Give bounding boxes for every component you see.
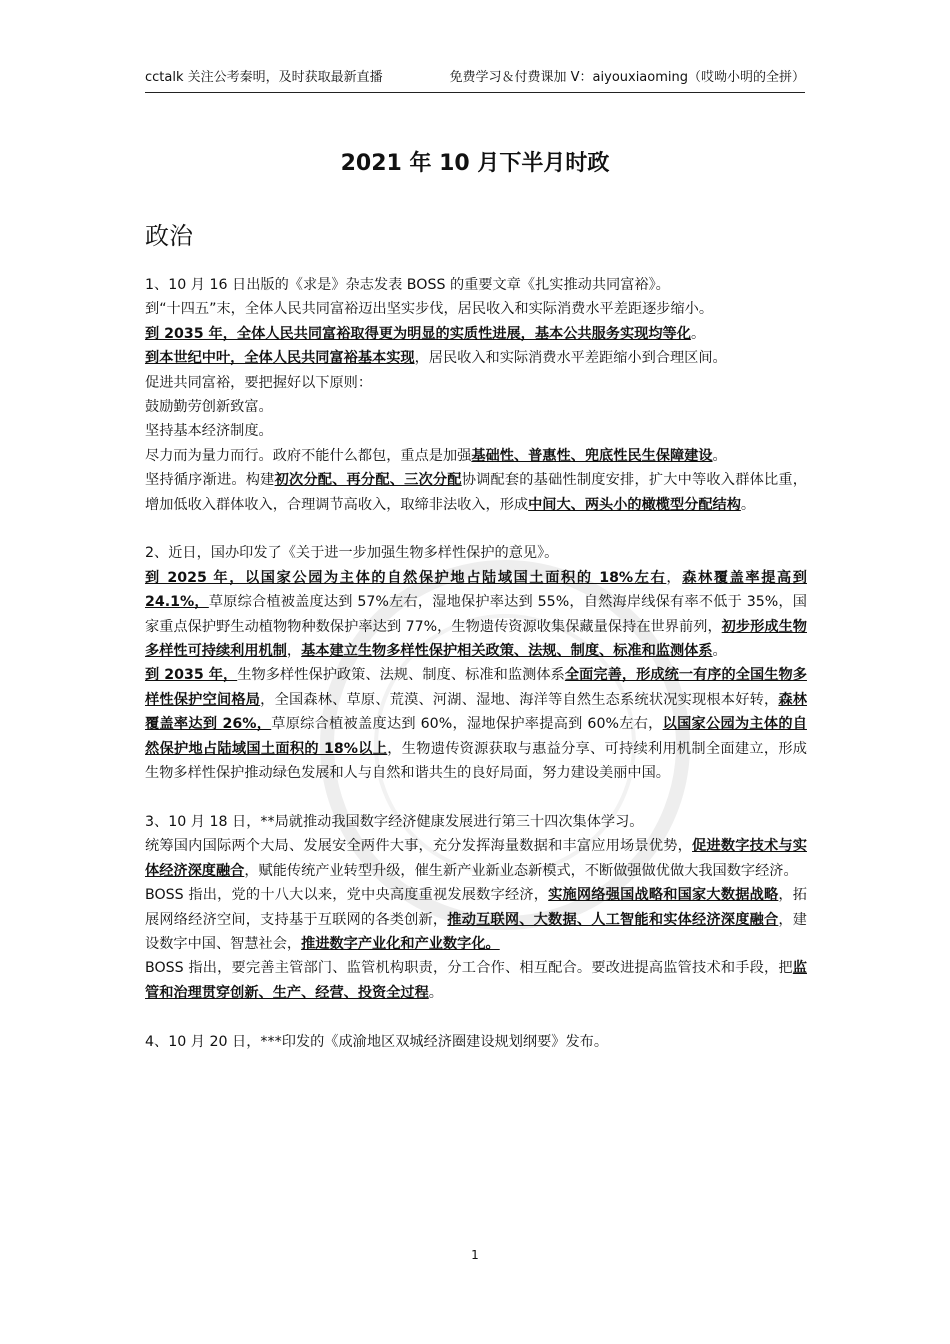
item-2-heading: 2、近日，国办印发了《关于进一步加强生物多样性保护的意见》。 bbox=[145, 545, 559, 562]
item-1-paragraph: 鼓励勤劳创新致富。 bbox=[145, 399, 273, 416]
key-point: 促进数字技术与实体经济深度融合 bbox=[145, 838, 807, 879]
item-1-paragraph: 坚持基本经济制度。 bbox=[145, 423, 273, 440]
section-heading: 政治 bbox=[145, 222, 193, 250]
key-point: 中间大、两头小的橄榄型分配结构 bbox=[528, 496, 741, 513]
paragraph-gap bbox=[145, 517, 807, 541]
key-point: 到 2035 年，全体人民共同富裕取得更为明显的实质性进展，基本公共服务实现均等化 bbox=[145, 325, 691, 342]
item-3-paragraph: 统筹国内国际两个大局、发展安全两件大事，充分发挥海量数据和丰富应用场景优势，促进数字技术与实体经济深度融合，赋能传统产业转型升级，催生新产业新业态新模式，不断做强做优做大我国数字经济。 bbox=[145, 838, 807, 879]
page-number: 1 bbox=[471, 1248, 479, 1262]
key-point: 基本建立生物多样性保护相关政策、法规、制度、标准和监测体系 bbox=[301, 643, 713, 660]
key-point: 初次分配、再分配、三次分配 bbox=[274, 472, 462, 489]
document-body bbox=[145, 273, 807, 1054]
item-2-paragraph: 到 2025 年，以国家公园为主体的自然保护地占陆域国土面积的 18%左右，森林覆盖率提高到 24.1%，草原综合植被盖度达到 57%左右，湿地保护率达到 55%，自然海岸线保有率不低于 35%，国家重点保护野生动植物物种数保护率达到 77%，生物遗传资源收集保藏量保持在世界前列，初步形成生物多样性可持续利用机制，基本建立生物多样性保护相关政策、法规、制度、标准和监测体系。 bbox=[145, 569, 807, 660]
key-point: 推动互联网、大数据、人工智能和实体经济深度融合 bbox=[447, 911, 779, 928]
item-1-paragraph: 坚持循序渐进。构建初次分配、再分配、三次分配协调配套的基础性制度安排，扩大中等收入群体比重，增加低收入群体收入，合理调节高收入，取缔非法收入，形成中间大、两头小的橄榄型分配结构。 bbox=[145, 472, 807, 513]
page-header bbox=[145, 66, 805, 93]
item-1-paragraph: 到本世纪中叶，全体人民共同富裕基本实现，居民收入和实际消费水平差距缩小到合理区间。 bbox=[145, 350, 727, 367]
item-1-paragraph: 到 2035 年，全体人民共同富裕取得更为明显的实质性进展，基本公共服务实现均等化。 bbox=[145, 325, 706, 342]
paragraph-gap bbox=[145, 1005, 807, 1029]
item-1-paragraph: 到“十四五”末，全体人民共同富裕迈出坚实步伐，居民收入和实际消费水平差距逐步缩小。 bbox=[145, 301, 714, 318]
key-point: 全面完善，形成统一有序的全国生物多样性保护空间格局 bbox=[145, 667, 807, 708]
item-1-paragraph: 促进共同富裕，要把握好以下原则： bbox=[145, 374, 373, 391]
paragraph-gap bbox=[145, 786, 807, 810]
item-3-paragraph: BOSS 指出，党的十八大以来，党中央高度重视发展数字经济，实施网络强国战略和国家大数据战略，拓展网络经济空间，支持基于互联网的各类创新，推动互联网、大数据、人工智能和实体经济深度融合，建设数字中国、智慧社会，推进数字产业化和产业数字化。 bbox=[145, 887, 807, 952]
header-right-text: 免费学习＆付费课加 V：aiyouxiaoming（哎呦小明的全拼） bbox=[449, 70, 805, 85]
item-3-heading: 3、10 月 18 日，**局就推动我国数字经济健康发展进行第三十四次集体学习。 bbox=[145, 813, 644, 830]
key-point: 推进数字产业化和产业数字化。 bbox=[301, 935, 500, 952]
header-left-text: cctalk 关注公考秦明，及时获取最新直播 bbox=[145, 70, 383, 85]
key-point: 到 2025 年，以国家公园为主体的自然保护地占陆域国土面积的 18%左右 bbox=[145, 569, 667, 586]
key-point: 初步形成生物多样性可持续利用机制 bbox=[145, 618, 807, 660]
key-point: 实施网络强国战略和国家大数据战略 bbox=[548, 887, 779, 904]
key-point: 监管和治理贯穿创新、生产、经营、投资全过程 bbox=[145, 960, 807, 1001]
key-point: 森林覆盖率提高到 24.1%， bbox=[145, 569, 807, 611]
key-point: 基础性、普惠性、兜底性民生保障建设 bbox=[471, 447, 713, 464]
item-3-paragraph: BOSS 指出，要完善主管部门、监管机构职责，分工合作、相互配合。要改进提高监管技术和手段，把监管和治理贯穿创新、生产、经营、投资全过程。 bbox=[145, 960, 807, 1001]
key-point: 以国家公园为主体的自然保护地占陆域国土面积的 18%以上 bbox=[145, 716, 807, 757]
item-4-heading: 4、10 月 20 日，***印发的《成渝地区双城经济圈建设规划纲要》发布。 bbox=[145, 1033, 609, 1050]
item-1-heading: 1、10 月 16 日出版的《求是》杂志发表 BOSS 的重要文章《扎实推动共同富裕》。 bbox=[145, 277, 670, 293]
item-2-paragraph: 到 2035 年，生物多样性保护政策、法规、制度、标准和监测体系全面完善，形成统一有序的全国生物多样性保护空间格局，全国森林、草原、荒漠、河湖、湿地、海洋等自然生态系统状况实现根本好转，森林覆盖率达到 26%，草原综合植被盖度达到 60%，湿地保护率提高到 60%左右，以国家公园为主体的自然保护地占陆域国土面积的 18%以上，生物遗传资源获取与惠益分享、可持续利用机制全面建立，形成生物多样性保护推动绿色发展和人与自然和谐共生的良好局面，努力建设美丽中国。 bbox=[145, 667, 807, 782]
key-point: 森林覆盖率达到 26%， bbox=[145, 691, 807, 733]
document-title: 2021 年 10 月下半月时政 bbox=[340, 151, 610, 176]
item-1-paragraph: 尽力而为量力而行。政府不能什么都包，重点是加强基础性、普惠性、兜底性民生保障建设。 bbox=[145, 447, 727, 464]
key-point: 到本世纪中叶，全体人民共同富裕基本实现 bbox=[145, 350, 415, 367]
key-point: 到 2035 年， bbox=[145, 667, 238, 684]
